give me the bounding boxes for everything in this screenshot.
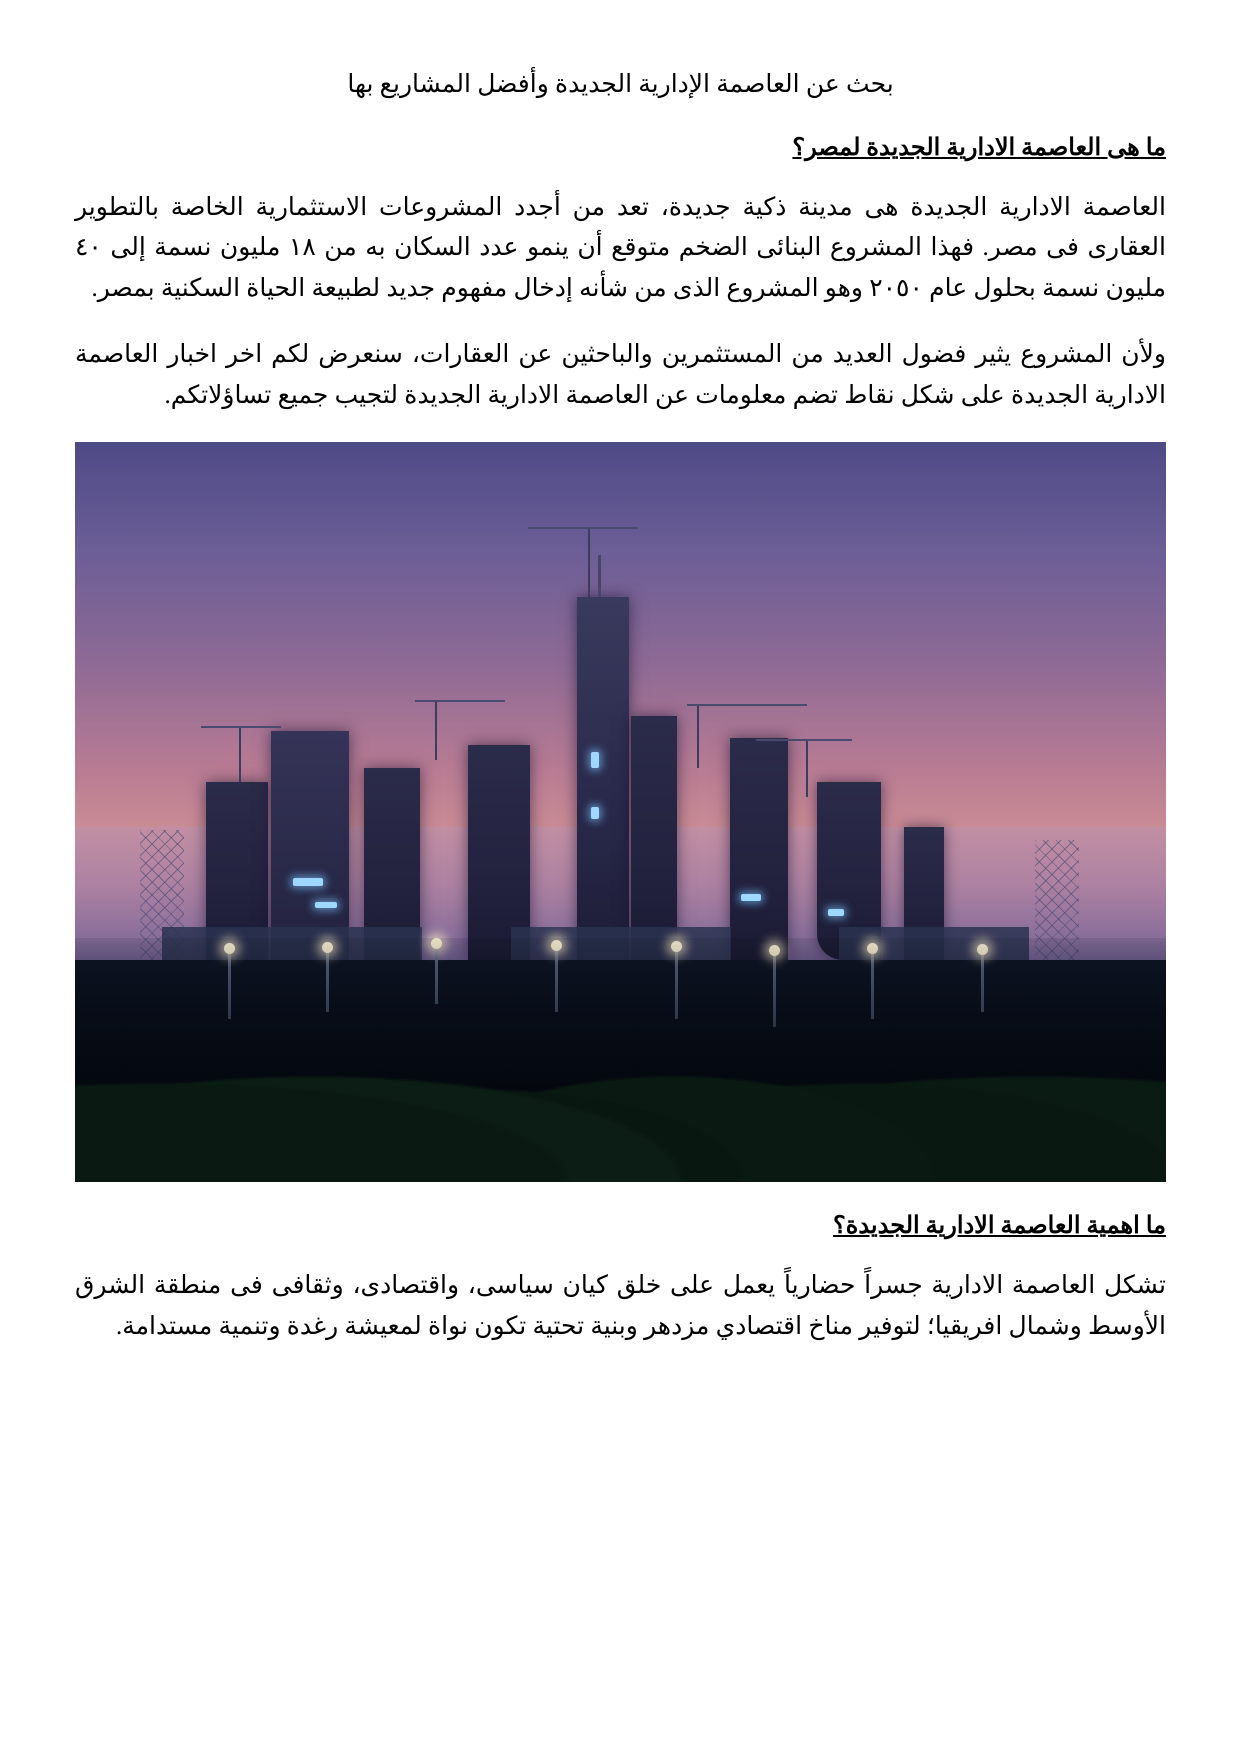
building-right-tall	[730, 738, 788, 960]
new-administrative-capital-skyline-photo	[75, 442, 1166, 1182]
page-title: بحث عن العاصمة الإدارية الجديدة وأفضل المشاريع بها	[347, 71, 894, 98]
building-center-right	[631, 716, 677, 960]
tower-window-light-2	[591, 807, 599, 819]
section-heading-importance: ما اهمية العاصمة الادارية الجديدة؟	[833, 1213, 1166, 1239]
construction-crane-5	[806, 739, 808, 797]
building-left-tall	[271, 731, 349, 960]
iconic-tower	[577, 597, 629, 960]
tree-line	[75, 938, 1166, 1182]
building-window-light-left	[293, 878, 323, 886]
building-window-light-far-right	[828, 909, 844, 916]
building-window-light-right	[741, 894, 761, 901]
construction-crane-4	[697, 704, 699, 768]
construction-crane-1	[239, 726, 241, 782]
paragraph-importance: تشكل العاصمة الادارية جسراً حضارياً يعمل على خلق كيان سياسى، واقتصادى، وثقافى فى منطقة الشرق الأوسط وشمال افريقيا؛ لتوفير مناخ اقتصادي مزدهر وبنية تحتية تكون نواة لمعيشة رغدة وتنمية مستدامة.	[75, 1272, 1166, 1340]
construction-crane-2	[435, 700, 437, 760]
construction-crane-3	[588, 527, 590, 597]
paragraph-intro-news: ولأن المشروع يثير فضول العديد من المستثمرين والباحثين عن العقارات، سنعرض لكم اخر اخبار العاصمة الادارية الجديدة على شكل نقاط تضم معلومات عن العاصمة الادارية الجديدة لتجيب جميع تساؤلاتكم.	[75, 341, 1167, 409]
tower-window-light-1	[591, 752, 599, 768]
paragraph-definition: العاصمة الادارية الجديدة هى مدينة ذكية جديدة، تعد من أجدد المشروعات الاستثمارية الخاصة بالتطوير العقارى فى مصر. فهذا المشروع البنائى الضخم متوقع أن ينمو عدد السكان به من ١٨ مليون نسمة إلى ٤٠ مليون نسمة بحلول عام ٢٠٥٠ وهو المشروع الذى من شأنه إدخال مفهوم جديد لطبيعة الحياة السكنية بمصر.	[75, 193, 1166, 302]
figure-capital-skyline	[75, 442, 1166, 1182]
section-heading-what-is: ما هى العاصمة الادارية الجديدة لمصر؟	[792, 134, 1166, 161]
building-window-light-left-2	[315, 902, 337, 908]
